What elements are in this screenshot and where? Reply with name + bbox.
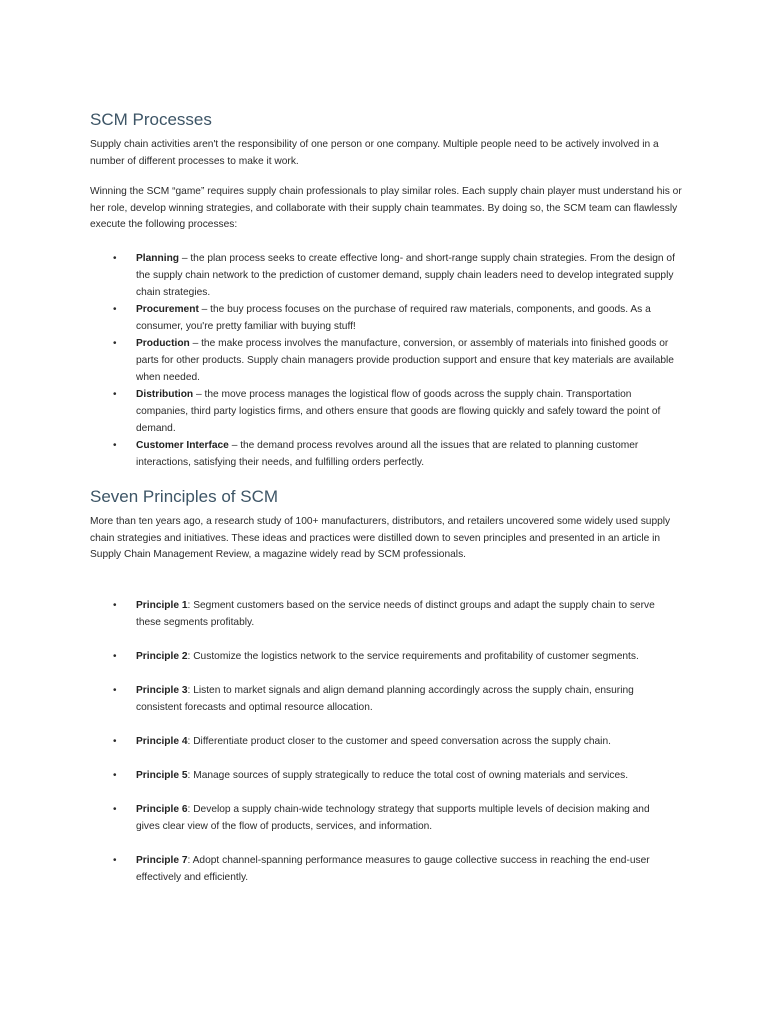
list-item-separator: :	[187, 685, 194, 696]
list-item	[0, 682, 676, 716]
list-item-separator: :	[187, 651, 194, 662]
list-item-separator: :	[187, 600, 194, 611]
list-item-term: Distribution	[136, 389, 194, 400]
list-item	[0, 301, 676, 335]
paragraph-principles-intro: More than ten years ago, a research study of 100+ manufacturers, distributors, and retailers uncovered some widely used supply chain strategies and initiatives. These ideas and practices were distilled down to seven principles and presented in an article in Supply Chain Management Review, a magazine widely read by SCM professionals.	[90, 516, 671, 560]
list-item-separator: –	[193, 389, 205, 400]
list-item-text: Differentiate product closer to the customer and speed conversation across the supply chain.	[193, 736, 611, 747]
list-item-separator: :	[187, 804, 194, 815]
bullet-icon: •	[113, 770, 117, 781]
bullet-icon: •	[113, 600, 117, 611]
list-item-term: Principle 1	[136, 600, 188, 611]
heading-seven-principles: Seven Principles of SCM	[90, 487, 279, 506]
list-item	[0, 801, 676, 835]
bullet-icon: •	[113, 253, 117, 264]
list-item	[0, 386, 676, 437]
paragraph-scm-intro: Supply chain activities aren't the responsibility of one person or one company. Multiple people need to be actively involved in a number of different processes to make it work.	[90, 139, 659, 167]
bullet-icon: •	[113, 855, 117, 866]
list-item-text: the make process involves the manufacture, conversion, or assembly of materials into finished goods or parts for other products. Supply chain managers provide production support and ensure that key materials are available when needed.	[136, 338, 674, 383]
list-item-term: Procurement	[136, 304, 199, 315]
list-item-text: the demand process revolves around all the issues that are related to planning customer interactions, satisfying their needs, and fulfilling orders perfectly.	[136, 440, 639, 468]
list-item-separator: :	[187, 855, 193, 866]
list-item-separator: :	[187, 736, 194, 747]
list-item-separator: –	[198, 304, 211, 315]
list-item-term: Planning	[136, 253, 180, 264]
list-item-text: the plan process seeks to create effective long- and short-range supply chain strategies. From the design of the supply chain network to the prediction of customer demand, supply chain leaders need to develop integrated supply chain strategies.	[136, 253, 675, 298]
principles-list	[0, 597, 676, 903]
list-item-text: Listen to market signals and align demand planning accordingly across the supply chain, ensuring consistent forecasts and optimal resource allocation.	[136, 685, 634, 713]
list-item-text: Develop a supply chain-wide technology strategy that supports multiple levels of decision making and gives clear view of the flow of products, services, and information.	[136, 804, 650, 832]
list-item-text: Customize the logistics network to the service requirements and profitability of customer segments.	[193, 651, 639, 662]
bullet-icon: •	[113, 651, 117, 662]
list-item-text: Adopt channel-spanning performance measures to gauge collective success in reaching the end-user effectively and efficiently.	[136, 855, 650, 883]
process-list	[0, 250, 676, 471]
list-item-term: Principle 2	[136, 651, 188, 662]
bullet-icon: •	[113, 338, 117, 349]
bullet-icon: •	[113, 685, 117, 696]
list-item	[0, 648, 676, 665]
list-item-text: Manage sources of supply strategically to reduce the total cost of owning materials and services.	[193, 770, 629, 781]
list-item-separator: –	[179, 253, 191, 264]
list-item-term: Principle 6	[136, 804, 188, 815]
list-item	[0, 852, 676, 886]
list-item	[0, 733, 676, 750]
bullet-icon: •	[113, 736, 117, 747]
list-item	[0, 335, 676, 386]
list-item-separator: –	[228, 440, 241, 451]
list-item	[0, 767, 676, 784]
list-item	[0, 437, 676, 471]
heading-scm-processes: SCM Processes	[90, 110, 212, 129]
list-item-term: Principle 7	[136, 855, 188, 866]
list-item-term: Principle 3	[136, 685, 188, 696]
list-item-text: the buy process focuses on the purchase of required raw materials, components, and goods. As a consumer, you're pretty familiar with buying stuff!	[136, 304, 651, 332]
list-item	[0, 250, 676, 301]
paragraph-scm-game: Winning the SCM “game” requires supply chain professionals to play similar roles. Each supply chain player must understand his or her role, develop winning strategies, and collaborate with their supply chain teammates. By doing so, the SCM team can flawlessly execute the following processes:	[90, 186, 682, 230]
bullet-icon: •	[113, 440, 117, 451]
list-item-term: Principle 4	[136, 736, 188, 747]
list-item-text: the move process manages the logistical flow of goods across the supply chain. Transportation companies, third party logistics firms, and others ensure that goods are flowing quickly and safely toward the point of demand.	[136, 389, 661, 434]
list-item	[0, 597, 676, 631]
list-item-separator: –	[189, 338, 202, 349]
bullet-icon: •	[113, 304, 117, 315]
list-item-term: Principle 5	[136, 770, 188, 781]
bullet-icon: •	[113, 389, 117, 400]
list-item-separator: :	[187, 770, 194, 781]
list-item-term: Customer Interface	[136, 440, 229, 451]
list-item-text: Segment customers based on the service needs of distinct groups and adapt the supply chain to serve these segments profitably.	[136, 600, 655, 628]
list-item-term: Production	[136, 338, 190, 349]
bullet-icon: •	[113, 804, 117, 815]
